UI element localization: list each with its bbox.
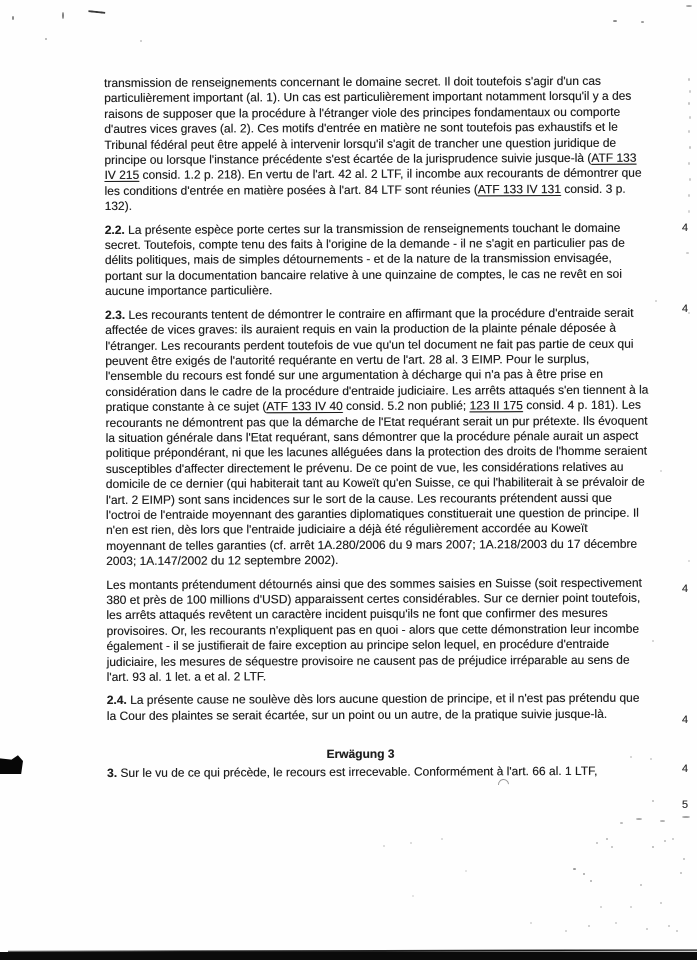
scan-speckle — [660, 902, 662, 904]
scan-speckle — [613, 20, 617, 22]
scan-speckle — [12, 16, 14, 20]
bold-text: 2.3. — [105, 307, 126, 322]
scan-speckle — [688, 560, 690, 562]
scan-speckle — [688, 210, 690, 213]
body-text: La présente cause ne soulève dès lors aucune question de principe, et il n'est pas prétendu que la Cour des plaintes se serait écartée, sur un point ou un autre, de la pratique suivie jusque-là. — [106, 691, 640, 723]
scan-speckle — [565, 930, 567, 932]
scan-speckle — [689, 146, 691, 149]
scan-speckle — [686, 252, 689, 254]
citation-link: ATF 133 IV 215 — [104, 150, 637, 183]
scan-speckle — [530, 922, 532, 924]
bold-text: 2.2. — [104, 222, 125, 237]
citation-link: ATF 133 IV 40 — [266, 399, 343, 414]
body-text: Les recourants tentent de démontrer le contraire en affirmant que la procédure d'entraide serait affectée de vices graves: ils auraient requis en vain la production de la plainte pénale déposée à l'étranger. Les recourants perdent toutefois de vue qu'un tel document ne fait pas partie de ceux qui peuvent être exigés de l'autorité requérante en vertu de l'art. 28 al. 3 EIMP. Pour le surplus, l'ensemble du recours est fondé sur une argumentation à décharge qui n'a pas à être prise en considération dans le cadre de la procédure d'entraide judiciaire. Les arrêts attaqués s'en tiennent à la pratique constante à ce sujet ( — [105, 305, 649, 415]
scan-speckle — [664, 840, 666, 842]
scan-speckle — [588, 925, 590, 927]
scan-speckle — [636, 818, 642, 820]
margin-note: 4 — [681, 714, 688, 726]
margin-note: 4 — [681, 222, 688, 234]
para-2-4 — [107, 691, 650, 724]
scan-speckle — [600, 906, 602, 908]
scan-speckle — [573, 868, 576, 870]
scan-speckle — [689, 90, 691, 93]
para-montants — [106, 575, 649, 685]
body-text: consid. 5.2 non publié; — [342, 398, 470, 414]
heading-erwagung-3 — [89, 746, 632, 764]
body-text: consid. 3 p. 132). — [104, 181, 626, 214]
scan-speckle — [596, 842, 598, 844]
margin-note: 5 — [681, 799, 688, 811]
margin-note: 4 — [681, 763, 688, 775]
scan-speckle — [688, 194, 690, 197]
scan-speckle — [688, 312, 690, 314]
scan-speckle — [652, 846, 654, 848]
scan-speckle — [646, 928, 648, 930]
margin-note: 4 — [681, 303, 688, 315]
scan-speckle — [688, 130, 690, 133]
scan-speckle — [611, 846, 613, 848]
scan-speckle — [660, 470, 662, 472]
scan-speckle — [640, 884, 642, 886]
scan-speckle — [590, 880, 592, 882]
scan-speckle — [465, 870, 467, 872]
body-text: La présente espèce porte certes sur la transmission de renseignements touchant le domaine secret. Toutefois, compte tenu des faits à l'origine de la demande - il ne s'agit en particulier pas de délits politiques, mais de simples détournements - et de la nature de la transmission envisagée, portant sur la documentation bancaire relative à une quinzaine de comptes, le cas ne revêt en soi aucune importance particulière. — [104, 220, 625, 299]
scan-speckle — [441, 838, 443, 840]
scan-speckle — [652, 640, 654, 642]
scan-speckle — [383, 845, 385, 847]
body-text: consid. 4 p. 181). Les recourants ne démontrent pas que la démarche de l'Etat requérant serait un pur prétexte. Ils évoquent la situation générale dans l'Etat requérant, sans démontrer que la procédure pénale aurait un aspect politique prépondérant, ni que les lacunes alléguées dans la protection des droits de l'homme seraient susceptibles d'affecter directement le prévenu. De ce point de vue, les considérations relatives au domicile de ce dernier (qui habiterait tant au Koweït qu'en Suisse, ce qui l'habiliterait à se prévaloir de l'art. 2 EIMP) sont sans incidences sur le sort de la cause. Les recourants prétendent aussi que l'octroi de l'entraide moyennant des garanties diplomatiques constituerait une question de principe. Il n'en est rien, dès lors que l'entraide judiciaire a déjà été régulièrement accordée au Koweït moyennant de telles garanties (cf. arrêt 1A.280/2006 du 9 mars 2007; 1A.218/2003 du 17 décembre 2003; 1A.147/2002 du 12 septembre 2002). — [105, 397, 648, 569]
scan-speckle — [660, 820, 665, 822]
scan-speckle — [615, 922, 617, 924]
body-text: consid. 1.2 p. 218). En vertu de l'art. 42 al. 2 LTF, il incombe aux recourants de démontrer que les conditions d'entrée en matière posées à l'art. 84 LTF sont réunies ( — [104, 166, 642, 198]
para-continuation — [104, 74, 648, 215]
document-body — [104, 74, 650, 781]
scan-speckle — [45, 38, 47, 40]
body-text: transmission de renseignements concernant le domaine secret. Il doit toutefois s'agir d'un cas particulièrement important (al. 1). Un cas est particulièrement important notamment lorsqu'il y a des raisons de supposer que la procédure à l'étranger viole des principes fondamentaux ou comporte d'autres vices graves (al. 2). Ces motifs d'entrée en matière ne sont toutefois pas exhaustifs et le Tribunal fédéral peut être appelé à intervenir lorsqu'il s'agit de trancher une question juridique de principe ou lorsque l'instance précédente s'est écartée de la jurisprudence suivie jusque-là ( — [104, 73, 632, 168]
scan-speckle — [668, 925, 670, 927]
scan-speckle — [688, 162, 690, 165]
scan-speckle — [682, 816, 690, 818]
scan-blob-left-edge — [0, 754, 23, 774]
margin-note: 4 — [681, 583, 688, 595]
para-2-3 — [105, 305, 649, 569]
scan-speckle — [630, 906, 632, 908]
scan-speckle — [583, 873, 585, 875]
bold-text: Erwägung 3 — [326, 746, 395, 762]
bold-text: 2.4. — [106, 693, 127, 708]
scan-speckle — [680, 872, 682, 874]
scan-speckle — [652, 800, 654, 802]
scan-speckle — [620, 822, 623, 824]
citation-link: ATF 133 IV 131 — [477, 181, 561, 197]
scan-speckle — [62, 12, 64, 19]
scan-speckle — [612, 700, 614, 702]
para-3 — [107, 763, 650, 781]
scan-speckle — [650, 758, 652, 760]
citation-link: 123 II 175 — [469, 398, 523, 413]
scan-speckle — [689, 116, 691, 119]
body-text: Les montants prétendument détournés ainsi que des sommes saisies en Suisse (soit respectivement 380 et près de 100 millions d'USD) apparaissent certes considérables. Sur ce dernier point toutefois, les arrêts attaqués revêtent un caractère incident puisqu'ils ne font que confirmer des mesures provisoires. Or, les recourants n'expliquent pas en quoi - alors que cette démonstration leur incombe également - il se justifierait de faire exception au principe selon lequel, en procédure d'entraide judiciaire, les mesures de séquestre provisoire ne causent pas de préjudice irréparable au sens de l'art. 93 al. 1 let. a et al. 2 LTF. — [106, 575, 642, 685]
scan-speckle — [412, 895, 414, 897]
scan-speckle — [672, 838, 674, 840]
scan-speckle — [676, 930, 678, 932]
bold-text: 3. — [107, 765, 118, 780]
scan-speckle — [689, 178, 691, 181]
para-2-2 — [105, 220, 648, 299]
scan-speckle — [606, 838, 608, 840]
scan-speckle — [641, 21, 644, 23]
body-text: Sur le vu de ce qui précède, le recours est irrecevable. Conformément à l'art. 66 al. 1 LTF, — [117, 763, 598, 780]
scan-speckle — [630, 756, 632, 758]
scan-bar-bottom-edge — [0, 952, 697, 960]
scan-speckle — [688, 78, 690, 81]
scan-speckle — [655, 300, 657, 302]
scan-speckle — [410, 842, 412, 844]
scan-speckle — [688, 102, 690, 105]
scan-mark-squiggle — [88, 10, 106, 20]
scan-speckle — [686, 5, 692, 7]
scan-speckle — [140, 40, 142, 42]
scan-speckle — [683, 858, 685, 860]
